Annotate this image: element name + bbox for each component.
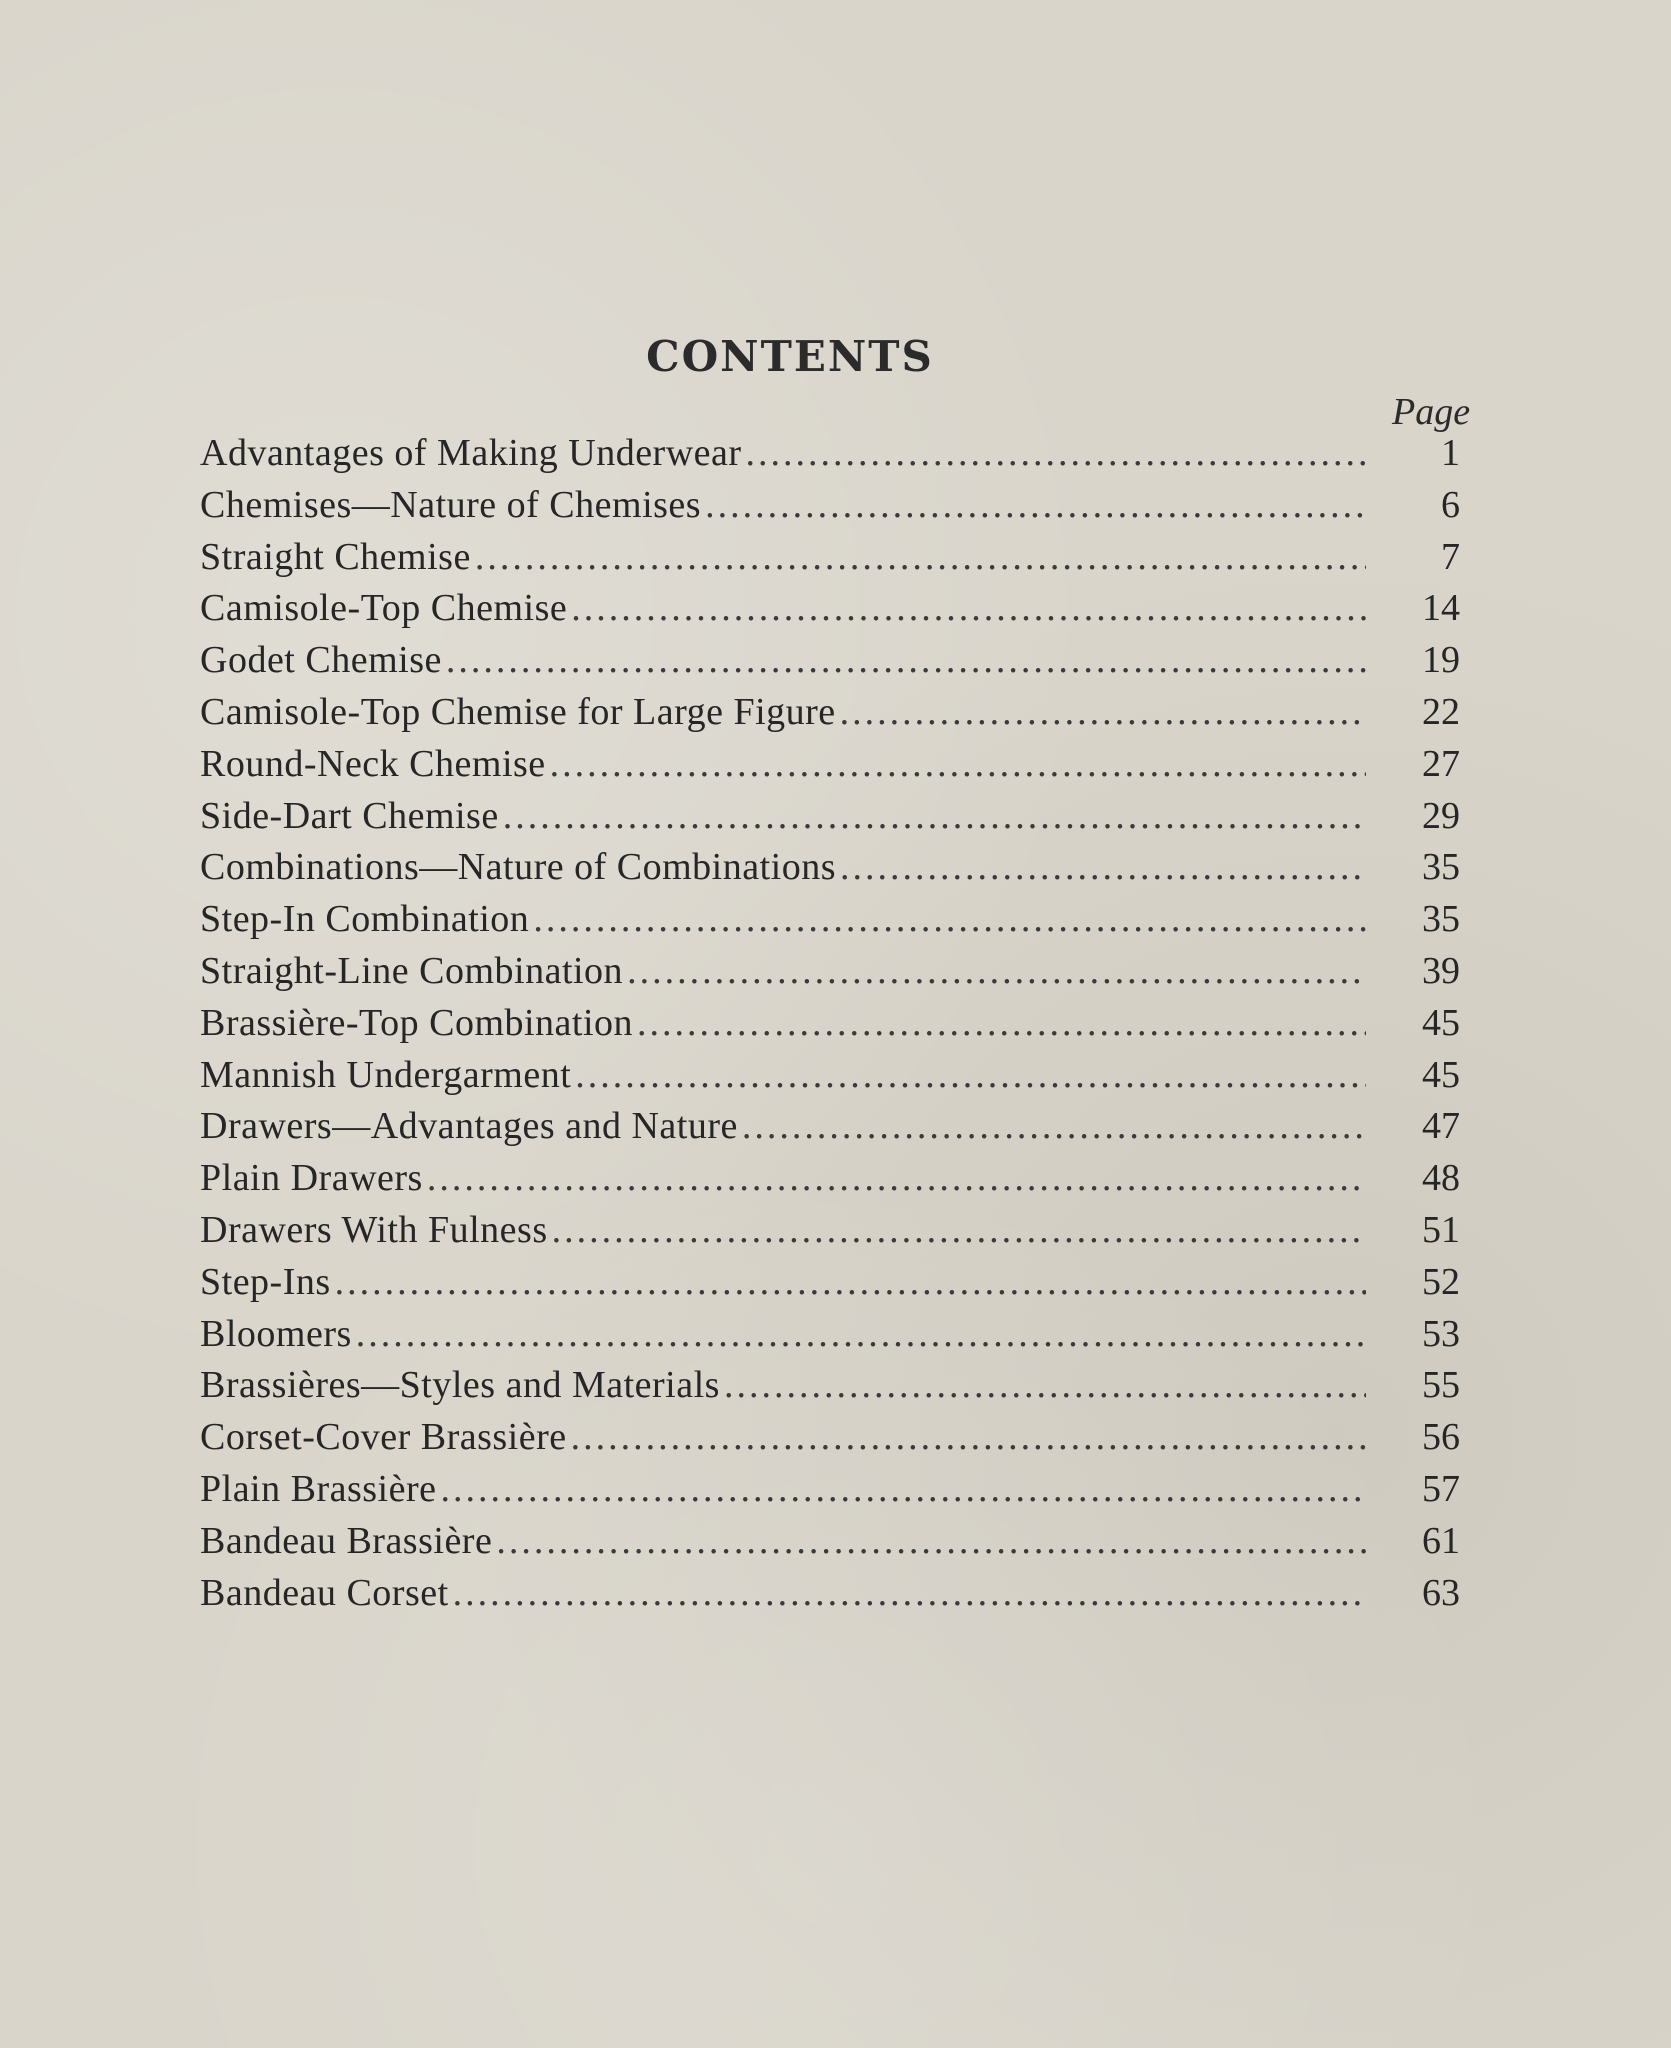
toc-entry-page: 47 xyxy=(1422,1105,1460,1148)
toc-entry xyxy=(200,894,1460,946)
dot-leader xyxy=(840,842,1366,894)
toc-entry xyxy=(200,583,1460,635)
dot-leader xyxy=(637,998,1366,1050)
toc-entry-title: Corset-Cover Brassière xyxy=(200,1416,567,1459)
toc-entry-page: 1 xyxy=(1441,432,1460,474)
toc-entry xyxy=(200,532,1460,584)
toc-entry-page: 57 xyxy=(1422,1467,1460,1510)
toc-entry-title: Bloomers xyxy=(200,1312,352,1355)
toc-entry xyxy=(200,791,1460,843)
toc-entry-page: 6 xyxy=(1441,483,1460,526)
toc-entry-page: 29 xyxy=(1422,794,1460,837)
toc-entry-title: Chemises—Nature of Chemises xyxy=(200,483,702,526)
toc-entry-page: 27 xyxy=(1422,742,1460,785)
dot-leader xyxy=(446,635,1366,687)
toc-entry-title: Advantages of Making Underwear xyxy=(200,432,742,474)
toc-entry-title: Step-Ins xyxy=(200,1260,331,1303)
toc-entry-title: Drawers—Advantages and Nature xyxy=(200,1105,738,1148)
toc-entry-title: Round-Neck Chemise xyxy=(200,742,546,785)
toc-entry xyxy=(200,1101,1460,1153)
toc-entry-page: 19 xyxy=(1422,639,1460,682)
toc-entry xyxy=(200,1153,1460,1205)
toc-entry-title: Combinations—Nature of Combinations xyxy=(200,846,837,889)
dot-leader xyxy=(705,480,1366,532)
toc-entry xyxy=(200,1360,1460,1412)
toc-entry-title: Straight Chemise xyxy=(200,535,471,578)
dot-leader xyxy=(840,687,1366,739)
page-column-label: Page xyxy=(1392,391,1471,433)
toc-entry-page: 35 xyxy=(1422,846,1460,889)
toc-entry-page: 51 xyxy=(1422,1208,1460,1251)
toc-entry-page: 22 xyxy=(1422,690,1460,733)
dot-leader xyxy=(453,1568,1366,1620)
toc-entry-title: Drawers With Fulness xyxy=(200,1208,548,1251)
toc-entry-page: 45 xyxy=(1422,1053,1460,1096)
toc-entry xyxy=(200,1257,1460,1309)
toc-entry xyxy=(200,428,1460,480)
dot-leader xyxy=(724,1360,1366,1412)
toc-entry xyxy=(200,480,1460,532)
toc-entry xyxy=(200,1568,1460,1620)
toc-entry xyxy=(200,1516,1460,1568)
dot-leader xyxy=(356,1309,1366,1361)
toc-entry xyxy=(200,1464,1460,1516)
toc-entry-title: Bandeau Brassière xyxy=(200,1519,493,1562)
dot-leader xyxy=(335,1257,1366,1309)
toc-entry xyxy=(200,1050,1460,1102)
toc-entry-title: Mannish Undergarment xyxy=(200,1053,572,1096)
table-of-contents xyxy=(200,428,1460,1619)
toc-entry xyxy=(200,635,1460,687)
dot-leader xyxy=(533,894,1366,946)
toc-entry-title: Plain Drawers xyxy=(200,1157,423,1200)
dot-leader xyxy=(575,1050,1366,1102)
dot-leader xyxy=(746,428,1366,480)
toc-entry-page: 14 xyxy=(1422,587,1460,630)
toc-entry-title: Brassière-Top Combination xyxy=(200,1001,634,1044)
toc-entry-page: 61 xyxy=(1422,1519,1460,1562)
dot-leader xyxy=(427,1153,1366,1205)
toc-entry-page: 35 xyxy=(1422,898,1460,941)
toc-entry xyxy=(200,1412,1460,1464)
toc-entry-title: Straight-Line Combination xyxy=(200,949,624,992)
toc-entry xyxy=(200,842,1460,894)
toc-entry-title: Side-Dart Chemise xyxy=(200,794,499,837)
dot-leader xyxy=(475,532,1366,584)
toc-entry-page: 52 xyxy=(1422,1260,1460,1303)
toc-entry xyxy=(200,998,1460,1050)
toc-entry-page: 55 xyxy=(1422,1364,1460,1407)
toc-entry xyxy=(200,687,1460,739)
toc-entry-page: 48 xyxy=(1422,1157,1460,1200)
toc-entry-title: Plain Brassière xyxy=(200,1467,437,1510)
dot-leader xyxy=(552,1205,1366,1257)
toc-entry-page: 39 xyxy=(1422,949,1460,992)
toc-entry-page: 56 xyxy=(1422,1416,1460,1459)
dot-leader xyxy=(550,739,1366,791)
toc-entry xyxy=(200,739,1460,791)
dot-leader xyxy=(503,791,1366,843)
dot-leader xyxy=(627,946,1366,998)
toc-entry xyxy=(200,1309,1460,1361)
dot-leader xyxy=(742,1101,1366,1153)
toc-entry-title: Brassières—Styles and Materials xyxy=(200,1364,720,1407)
toc-entry xyxy=(200,946,1460,998)
toc-entry-page: 63 xyxy=(1422,1571,1460,1614)
toc-entry-page: 53 xyxy=(1422,1312,1460,1355)
toc-entry-title: Camisole-Top Chemise xyxy=(200,587,568,630)
toc-entry xyxy=(200,1205,1460,1257)
dot-leader xyxy=(496,1516,1366,1568)
toc-entry-title: Bandeau Corset xyxy=(200,1571,449,1614)
dot-leader xyxy=(571,583,1366,635)
toc-entry-page: 45 xyxy=(1422,1001,1460,1044)
toc-entry-title: Camisole-Top Chemise for Large Figure xyxy=(200,690,836,733)
dot-leader xyxy=(441,1464,1366,1516)
dot-leader xyxy=(571,1412,1366,1464)
toc-entry-page: 7 xyxy=(1441,535,1460,578)
contents-heading: CONTENTS xyxy=(646,332,934,381)
toc-entry-title: Godet Chemise xyxy=(200,639,442,682)
toc-entry-title: Step-In Combination xyxy=(200,898,530,941)
